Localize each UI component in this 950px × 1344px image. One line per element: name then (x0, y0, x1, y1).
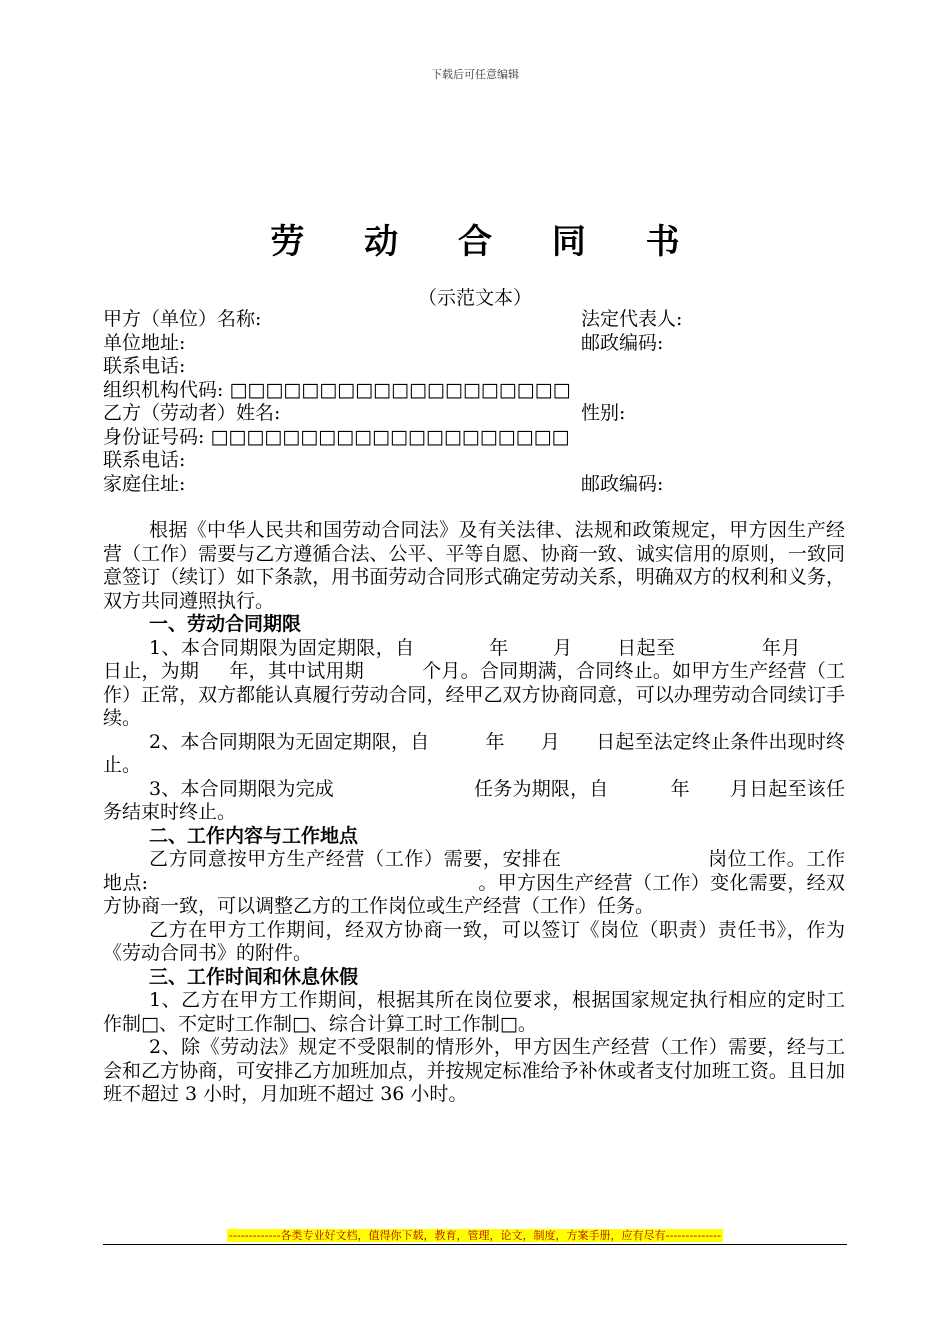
clause-text: （工作）变化需要，经双方协商一致，可以调整乙方的工作岗位或生产经营（工作）任务。 (103, 871, 845, 917)
clause-paragraph: 乙方在甲方工作期间，经双方协商一致，可以签订《岗位（职责）责任书》，作为《劳动合同书》的附件。 (103, 918, 845, 964)
document-title: 劳 动 合 同 书 (270, 222, 704, 262)
clause-text: 位工作。工作地点: (103, 848, 845, 894)
section-heading: 三、工作时间和休息休假 (149, 965, 359, 988)
footer-banner (0, 1227, 950, 1243)
home-address-label: 家庭住址: (103, 472, 186, 495)
legal-rep-label: 法定代表人: (581, 308, 683, 330)
document-subtitle: （示范文本） (417, 287, 532, 309)
clause-text: 日起至 (616, 636, 676, 659)
clause-text: 日起至该任务结束时终止。 (103, 777, 845, 823)
header-note: 下载后可任意编辑 (431, 68, 519, 81)
section-heading: 二、工作内容与工作地点 (149, 824, 359, 847)
party-b-name-label: 乙方（劳动者）姓名: (103, 402, 281, 424)
org-code-label: 组织机构代码: □□□□□□□□□□□□□□□□□□□ (103, 378, 571, 401)
field-row (103, 449, 845, 473)
clause-text: 如甲方生产经营（工作）正常，双方都能认真履行劳动合同，经甲乙双方协商同意，可以办理劳动合同续订手续。 (103, 660, 845, 729)
clause-text: 年 (761, 636, 782, 659)
unit-address-label: 单位地址: (103, 331, 186, 354)
field-row (103, 426, 845, 450)
field-row (103, 332, 845, 356)
phone-label: 联系电话: (103, 449, 186, 471)
phone-label: 联系电话: (103, 355, 186, 377)
clause-text: 3、本合同期限为完成 (149, 777, 334, 800)
clause-paragraph: 2、除《劳动法》规定不受限制的情形外，甲方因生产经营（工作）需要，经与工会和乙方协商，可安排乙方加班加点，并按规定标准给予补休或者支付加班工资。且日加班不超过 3 小时，月加班不超过 36 小时。 (103, 1036, 845, 1105)
field-row (103, 402, 845, 426)
field-row (103, 473, 845, 497)
clause-text: 日止，为期 (103, 660, 200, 682)
clause-paragraph (103, 731, 845, 778)
party-a-name-label: 甲方（单位）名称: (103, 308, 262, 330)
clause-text: 年 (488, 636, 509, 659)
clause-text: 月 (552, 636, 573, 659)
section-heading: 一、劳动合同期限 (149, 613, 302, 635)
id-number-label: 身份证号码: □□□□□□□□□□□□□□□□□□□□ (103, 425, 570, 448)
clause-text: 月 (781, 636, 801, 659)
clause-text: 任务为期限，自 (473, 777, 609, 800)
clause-text: 年 (670, 777, 690, 800)
clause-text: 岗 (707, 848, 728, 870)
clause-text: 月 (729, 777, 750, 800)
clause-paragraph (103, 637, 845, 731)
clause-text: 。甲方因生产经营 (478, 871, 633, 894)
clause-text: 年 (485, 730, 505, 753)
clause-text: 年，其中试用期 (229, 660, 364, 682)
postcode-label: 邮政编码: (581, 331, 664, 354)
clause-paragraph: 1、乙方在甲方工作期间，根据其所在岗位要求，根据国家规定执行相应的定时工作制□、不定时工作制□、综合计算工时工作制□。 (103, 989, 845, 1035)
clause-text: 日起至法定终止 (596, 730, 731, 753)
clause-text: 月 (540, 730, 560, 753)
intro-paragraph: 根据《中华人民共和国劳动合同法》及有关法律、法规和政策规定，甲方因生产经营（工作）需要与乙方遵循合法、公平、平等自愿、协商一致、诚实信用的原则，一致同意签订（续订）如下条款，用书面劳动合同形式确定劳动关系，明确双方的权利和义务，双方共同遵照执行。 (103, 519, 845, 612)
clause-text: 2、本合同期限为无固定期限，自 (149, 730, 430, 753)
clause-text: 条件出现时终止。 (103, 730, 845, 776)
clause-paragraph (103, 848, 845, 919)
postcode-label: 邮政编码: (581, 472, 664, 495)
clause-paragraph (103, 778, 845, 825)
field-row (103, 355, 845, 379)
clause-text: 个月。合同期满，合同终止。 (421, 660, 673, 682)
footer-text: -------------各类专业好文档，值得你下载，教育，管理，论文，制度，方案手册，应有尽有-------------- (228, 1229, 722, 1242)
field-row (103, 308, 845, 332)
clause-text: 乙方同意按甲方生产经营（工作）需要，安排在 (149, 848, 562, 870)
gender-label: 性别: (581, 402, 626, 424)
field-row (103, 379, 845, 403)
document-body (103, 308, 845, 1107)
clause-text: 1、本合同期限为固定期限，自 (149, 636, 415, 659)
footer-divider (103, 1244, 847, 1245)
